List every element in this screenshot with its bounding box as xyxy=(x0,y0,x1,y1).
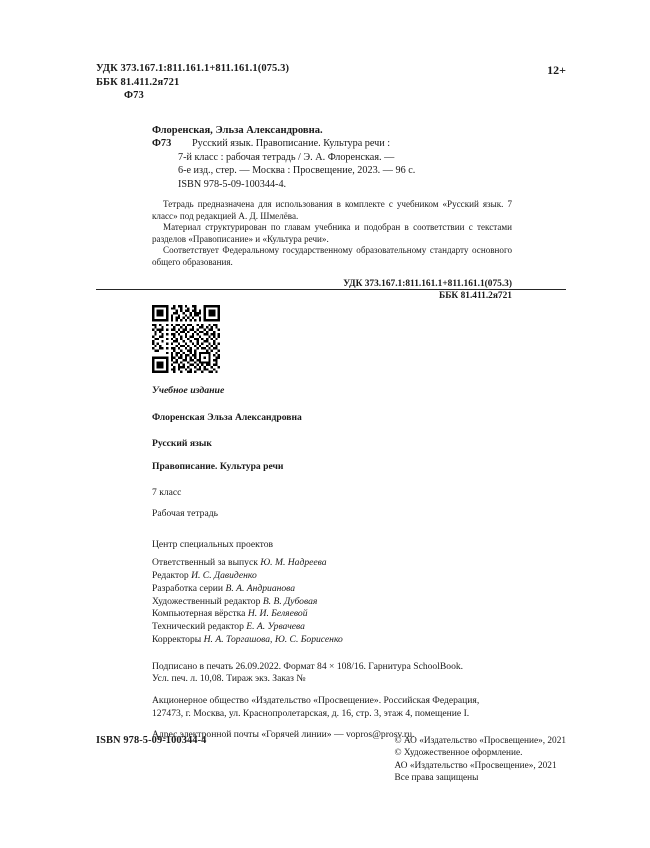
edition-type: Учебное издание xyxy=(152,385,225,396)
credit-name: Ю. М. Надреева xyxy=(260,557,327,569)
classification-block xyxy=(96,62,566,103)
record-title-line-1: Русский язык. Правописание. Культура речи : xyxy=(192,138,391,150)
publisher-line-2: 127473, г. Москва, ул. Краснопролетарская, д. 16, стр. 3, этаж 4, помещение I. xyxy=(152,707,470,719)
credit-row xyxy=(152,596,552,609)
udk-repeat-line: УДК 373.167.1:811.161.1+811.161.1(075.3) xyxy=(343,278,512,289)
credit-row xyxy=(152,634,552,647)
bbk-line: ББК 81.411.2я721 xyxy=(96,76,180,88)
annotation xyxy=(152,199,512,269)
horizontal-divider xyxy=(96,289,566,290)
footer-block xyxy=(96,735,566,785)
udk-bbk-lines xyxy=(96,62,289,103)
record-isbn: ISBN 978-5-09-100344-4. xyxy=(178,178,287,190)
credit-row xyxy=(152,557,552,570)
qr-code-graphic xyxy=(152,305,220,373)
publisher-address xyxy=(152,695,552,720)
annotation-paragraph-3: Соответствует Федеральному государственному образовательному стандарту основного общего образования. xyxy=(152,245,512,267)
credit-role: Корректоры xyxy=(152,633,204,645)
copyright-line: © АО «Издательство «Просвещение», 2021 xyxy=(394,736,566,746)
credit-name: Н. А. Торгашова, Ю. С. Борисенко xyxy=(203,633,343,645)
qr-code-icon xyxy=(152,305,220,373)
footer-isbn: ISBN 978-5-09-100344-4 xyxy=(96,735,207,746)
copyright-line: © Художественное оформление. xyxy=(394,748,523,759)
annotation-paragraph-2: Материал структурирован по главам учебника и подобран в соответствии с текстами разделов «Правописание» и «Культура речи». xyxy=(152,222,512,244)
imprint-kind: Рабочая тетрадь xyxy=(152,507,218,519)
imprint-title: Русский язык xyxy=(152,438,212,450)
credit-row xyxy=(152,583,552,596)
press-line-1: Подписано в печать 26.09.2022. Формат 84 × 108/16. Гарнитура SchoolBook. xyxy=(152,660,464,672)
credit-row xyxy=(152,621,552,634)
udk-line: УДК 373.167.1:811.161.1+811.161.1(075.3) xyxy=(96,63,290,74)
credit-row xyxy=(152,608,552,621)
record-imprint-line: 6-е изд., стер. — Москва : Просвещение, 2023. — 96 с. xyxy=(178,165,416,177)
credit-role: Ответственный за выпуск xyxy=(152,557,261,569)
bibliographic-record xyxy=(152,124,512,302)
credit-role: Редактор xyxy=(152,569,192,581)
publisher-line-1: Акционерное общество «Издательство «Просвещение». Российская Федерация, xyxy=(152,694,480,706)
credits-list xyxy=(152,557,552,647)
credit-role: Компьютерная вёрстка xyxy=(152,608,248,620)
credit-name: И. С. Давиденко xyxy=(191,569,257,581)
sigla-line: Ф73 xyxy=(124,90,144,101)
copyright-line: Все права защищены xyxy=(394,773,479,784)
press-line-2: Усл. печ. л. 10,08. Тираж экз. Заказ № xyxy=(152,673,306,685)
credit-role: Разработка серии xyxy=(152,582,226,594)
imprint-block xyxy=(152,385,552,742)
copyright-notice xyxy=(395,735,566,785)
credit-role: Технический редактор xyxy=(152,621,247,633)
imprint-author: Флоренская Эльза Александровна xyxy=(152,411,302,423)
record-author: Флоренская, Эльза Александровна. xyxy=(152,125,323,136)
record-sigla: Ф73 xyxy=(152,138,172,150)
credit-name: В. А. Андрианова xyxy=(225,582,296,594)
record-title-line-2: 7-й класс : рабочая тетрадь / Э. А. Флоренская. — xyxy=(178,151,395,163)
credit-role: Художественный редактор xyxy=(152,595,263,607)
credit-row xyxy=(152,570,552,583)
credit-name: В. В. Дубовая xyxy=(262,595,318,607)
bbk-repeat-line: ББК 81.411.2я721 xyxy=(439,290,512,301)
copyright-line: АО «Издательство «Просвещение», 2021 xyxy=(394,760,557,771)
credit-name: Н. И. Беляевой xyxy=(247,608,308,620)
hotline-email: Адрес электронной почты «Горячей линии» — vopros@prosv.ru. xyxy=(152,729,415,741)
annotation-paragraph-1: Тетрадь предназначена для использования в комплекте с учебником «Русский язык. 7 класс» под редакцией А. Д. Шмелёва. xyxy=(152,199,512,221)
imprint-subtitle: Правописание. Культура речи xyxy=(152,460,284,472)
imprint-department: Центр специальных проектов xyxy=(152,538,274,550)
credit-name: Е. А. Урвачева xyxy=(246,621,305,633)
imprint-grade: 7 класс xyxy=(152,487,182,499)
age-rating-badge: 12+ xyxy=(547,63,566,77)
press-details xyxy=(152,661,552,686)
